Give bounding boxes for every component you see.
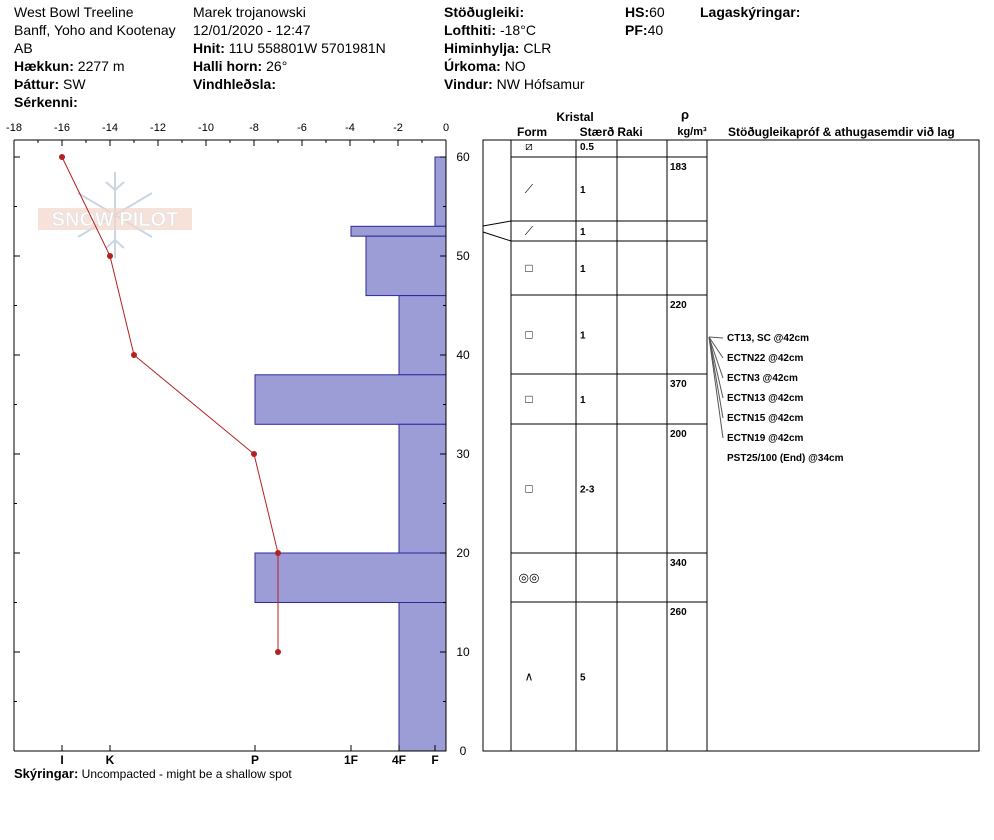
features-label: Sérkenni:	[14, 94, 78, 110]
temperature-tick-label: -2	[393, 122, 403, 134]
grain-size: 1	[580, 185, 586, 196]
sky-label: Himinhylja:	[444, 40, 520, 56]
height-tick-label: 40	[456, 348, 470, 362]
layer-density: 220	[670, 300, 687, 311]
slope-value: 26°	[266, 58, 288, 74]
height-tick-label: 50	[456, 249, 470, 263]
wind-label: Vindur:	[444, 76, 493, 92]
table-border	[483, 140, 979, 751]
air-temp-value: -18°C	[499, 22, 536, 38]
coords-label: Hnit:	[193, 40, 225, 56]
stability-label: Stöðugleiki:	[444, 4, 525, 20]
grain-size: 5	[580, 672, 586, 684]
region: Banff, Yoho and Kootenay	[14, 22, 176, 38]
hardness-bar	[399, 296, 446, 375]
layer-density: 260	[670, 607, 687, 618]
footer-label: Skýringar:	[14, 766, 79, 781]
location: West Bowl Treeline	[14, 4, 134, 20]
hardness-bar	[351, 226, 446, 236]
grain-form: □	[525, 327, 533, 342]
temperature-tick-label: -10	[198, 122, 214, 134]
hs-label: HS:	[625, 4, 650, 20]
hardness-tick-label: P	[250, 753, 260, 767]
layer-connector	[483, 232, 511, 241]
tests-header: Stöðugleikapróf & athugasemdir við lag	[728, 125, 955, 139]
temperature-tick-label: -6	[297, 122, 307, 134]
hardness-bar	[435, 157, 446, 226]
air-temp-label: Lofthiti:	[444, 22, 497, 38]
snowpilot-watermark	[38, 172, 192, 258]
height-tick-label: 10	[456, 645, 470, 659]
grain-size: 2-3	[580, 484, 595, 496]
precip-label: Úrkoma:	[444, 58, 501, 74]
footer-note	[14, 766, 292, 781]
hs-value: 60	[649, 4, 665, 20]
hardness-bar	[255, 553, 446, 603]
grain-size: 1	[580, 227, 586, 238]
moisture-header: Raki	[617, 125, 643, 139]
hardness-tick-label: 1F	[343, 753, 359, 767]
temperature-line	[62, 157, 278, 652]
temperature-point	[131, 352, 137, 358]
temperature-ticks	[6, 122, 449, 146]
layer-density: 340	[670, 558, 687, 569]
rho-header: ρ	[680, 107, 690, 122]
datetime: 12/01/2020 - 12:47	[193, 22, 311, 38]
temperature-point	[275, 649, 281, 655]
height-tick-label: 30	[456, 447, 470, 461]
size-header: Stærð	[579, 125, 615, 139]
stability-test: ECTN15 @42cm	[727, 413, 804, 424]
hardness-tick-label: F	[431, 753, 439, 767]
layer-table	[483, 107, 979, 751]
layer-notes-label: Lagaskýringar:	[700, 4, 801, 20]
watermark-text: SNOW PILOT	[51, 209, 179, 231]
density-unit-header: kg/m³	[677, 126, 707, 138]
wind-loading-label: Vindhleðsla:	[193, 76, 276, 92]
grain-form: ⟋	[524, 182, 534, 196]
slope-label: Halli horn:	[193, 58, 263, 74]
grain-size: 1	[580, 264, 586, 275]
grain-size: 1	[580, 330, 586, 342]
grain-form: ∧	[524, 669, 534, 684]
layer-density: 183	[670, 162, 687, 173]
height-tick-label: 0	[459, 744, 467, 758]
grain-form: □	[525, 481, 533, 496]
precip-value: NO	[504, 58, 526, 74]
footer-text: Uncompacted - might be a shallow spot	[81, 767, 292, 781]
aspect-value: SW	[63, 76, 86, 92]
hardness-bar	[255, 375, 446, 425]
grain-form: □	[525, 261, 533, 275]
temperature-tick-label: -18	[6, 122, 22, 134]
form-header: Form	[517, 125, 547, 139]
stability-test: ECTN19 @42cm	[727, 433, 804, 444]
wind-value: NW Hófsamur	[496, 76, 585, 92]
pf-value: 40	[647, 22, 664, 38]
grain-form: □	[525, 392, 533, 406]
stability-test: ECTN13 @42cm	[727, 393, 804, 404]
hardness-bar	[399, 424, 446, 553]
observer: Marek trojanowski	[193, 4, 306, 20]
temperature-tick-label: -4	[345, 122, 355, 134]
grain-form: ⧄	[525, 139, 533, 153]
stability-test: ECTN22 @42cm	[727, 353, 804, 364]
temperature-tick-label: -8	[249, 122, 259, 134]
temperature-point	[251, 451, 257, 457]
hardness-tick-label: K	[105, 753, 115, 767]
test-pointer	[709, 337, 723, 338]
stability-test: ECTN3 @42cm	[727, 373, 798, 384]
stability-test: PST25/100 (End) @34cm	[727, 453, 844, 464]
coords-value: 11U 558801W 5701981N	[228, 40, 386, 56]
aspect-label: Þáttur:	[14, 76, 60, 92]
stability-tests	[709, 333, 844, 464]
temperature-tick-label: -14	[102, 122, 118, 134]
elevation-label: Hækkun:	[14, 58, 74, 74]
hardness-bar	[399, 603, 446, 752]
test-pointer	[709, 337, 723, 378]
grain-form: ⟋	[524, 224, 534, 238]
hardness-tick-label: 4F	[391, 753, 407, 767]
province: AB	[14, 40, 33, 56]
elevation-value: 2277 m	[77, 58, 125, 74]
stability-test: CT13, SC @42cm	[727, 333, 810, 344]
grain-size: 0.5	[580, 142, 594, 153]
hardness-bars	[255, 157, 446, 751]
pf-label: PF:	[625, 22, 648, 38]
height-tick-label: 20	[456, 546, 470, 560]
temperature-point	[275, 550, 281, 556]
layer-connector	[483, 221, 511, 226]
temperature-tick-label: -16	[54, 122, 70, 134]
hardness-tick-label: I	[60, 753, 64, 767]
grain-form: ◎◎	[518, 570, 540, 585]
hardness-ticks	[60, 745, 438, 767]
hardness-bar	[366, 236, 446, 295]
temperature-point	[59, 154, 65, 160]
grain-size: 1	[580, 395, 586, 406]
kristal-header: Kristal	[556, 110, 594, 124]
layer-density: 370	[670, 379, 687, 390]
sky-value: CLR	[523, 40, 552, 56]
temperature-point	[107, 253, 113, 259]
temperature-tick-label: -12	[150, 122, 166, 134]
layer-density: 200	[670, 429, 687, 440]
height-tick-label: 60	[456, 150, 470, 164]
temperature-tick-label: 0	[442, 122, 450, 134]
